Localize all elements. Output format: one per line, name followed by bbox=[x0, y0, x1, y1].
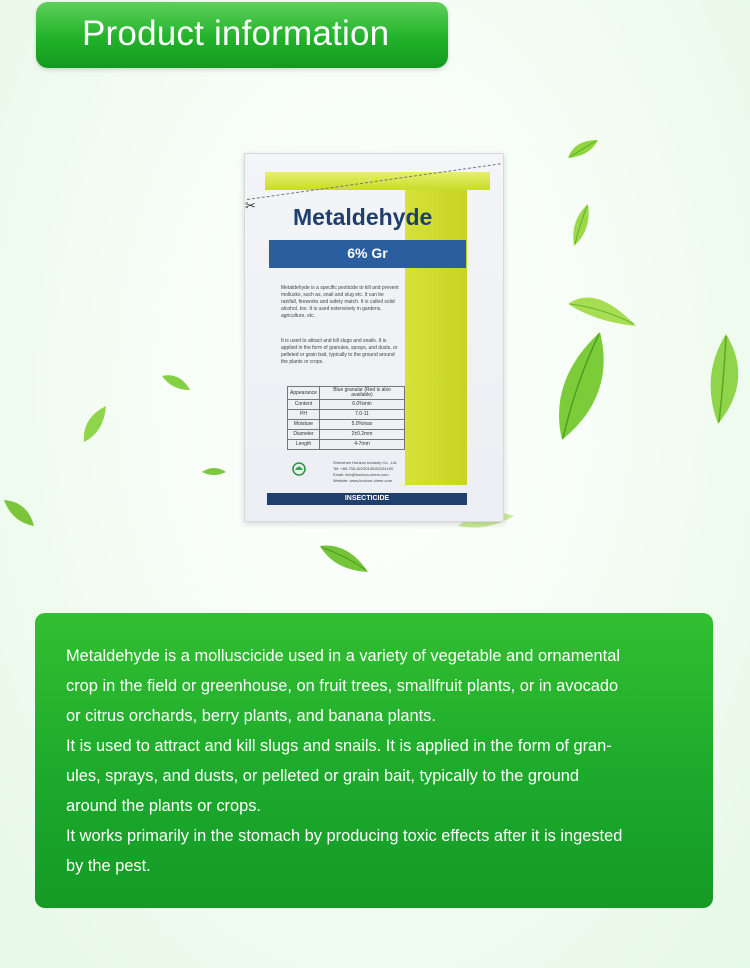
spec-label: Appearance bbox=[288, 387, 320, 400]
product-package-image bbox=[244, 153, 504, 522]
spec-value: 5.0%max bbox=[319, 420, 404, 430]
leaf-icon bbox=[160, 372, 192, 392]
leaf-icon bbox=[318, 542, 370, 574]
table-row bbox=[288, 400, 405, 410]
header-banner bbox=[36, 2, 448, 68]
package-subtitle-band bbox=[269, 240, 466, 268]
spec-value: 6.0%min bbox=[319, 400, 404, 410]
spec-label: Moisture bbox=[288, 420, 320, 430]
table-row bbox=[288, 420, 405, 430]
spec-value: 2±0.2mm bbox=[319, 430, 404, 440]
spec-value: Blue granular (Red is also available) bbox=[319, 387, 404, 400]
leaf-icon bbox=[2, 498, 36, 528]
description-box bbox=[35, 613, 713, 908]
scissors-icon: ✂ bbox=[245, 198, 256, 213]
leaf-icon bbox=[566, 138, 600, 160]
spec-value: 4-7mm bbox=[319, 440, 404, 450]
table-row bbox=[288, 440, 405, 450]
description-paragraph: Metaldehyde is a molluscicide used in a variety of vegetable and ornamental crop in the field or greenhouse, on fruit trees, smallfruit plants, or in avocado or citrus orchards, berry plants, and banana plants. bbox=[66, 647, 620, 725]
description-text bbox=[66, 641, 696, 881]
package-bottom-band bbox=[267, 493, 467, 505]
table-row bbox=[288, 387, 405, 400]
spec-label: Diameter bbox=[288, 430, 320, 440]
page-title: Product information bbox=[82, 14, 390, 53]
package-spec-table bbox=[287, 386, 405, 450]
leaf-icon bbox=[80, 404, 108, 444]
spec-label: Length bbox=[288, 440, 320, 450]
spec-label: Content bbox=[288, 400, 320, 410]
package-description: Metaldehyde is a specific pesticide to kill and prevent mollusks, such as, snail and slug etc. It can be rainfall, fireworks and safety match. It is called solid alcohol, too. It is used extensively in gardens, agriculture, etc. bbox=[281, 285, 399, 319]
package-title: Metaldehyde bbox=[293, 204, 433, 230]
package-company-info: Shenzhen Horizon Industry Co., Ltd. Tel: +86-755-82230130/82224190 Email: info@horizon-chem.com Website: www.horizon-chem.com bbox=[333, 460, 398, 483]
package-subtitle: 6% Gr bbox=[347, 245, 388, 261]
table-row bbox=[288, 430, 405, 440]
package-description: It is used to attract and kill slugs and snails. It is applied in the form of granules, sprays, and dusts, or pelleted or grain bait, typically to the ground around the plants or crops. bbox=[281, 338, 398, 365]
package-category-label: INSECTICIDE bbox=[344, 495, 390, 502]
leaf-icon bbox=[704, 332, 748, 426]
spec-value: 7.0-11 bbox=[319, 410, 404, 420]
leaf-icon bbox=[566, 288, 638, 328]
leaf-icon bbox=[570, 202, 592, 248]
description-paragraph: It is used to attract and kill slugs and snails. It is applied in the form of gran- ules, sprays, and dusts, or pelleted or grain bait, typically to the ground around the plants or crops. bbox=[66, 737, 612, 815]
table-row bbox=[288, 410, 405, 420]
package-yellow-panel bbox=[405, 190, 467, 485]
spec-label: PH bbox=[288, 410, 320, 420]
description-paragraph: It works primarily in the stomach by producing toxic effects after it is ingested by the pest. bbox=[66, 827, 623, 875]
leaf-icon bbox=[554, 330, 606, 442]
leaf-icon bbox=[200, 464, 228, 478]
company-logo-icon bbox=[289, 461, 309, 477]
